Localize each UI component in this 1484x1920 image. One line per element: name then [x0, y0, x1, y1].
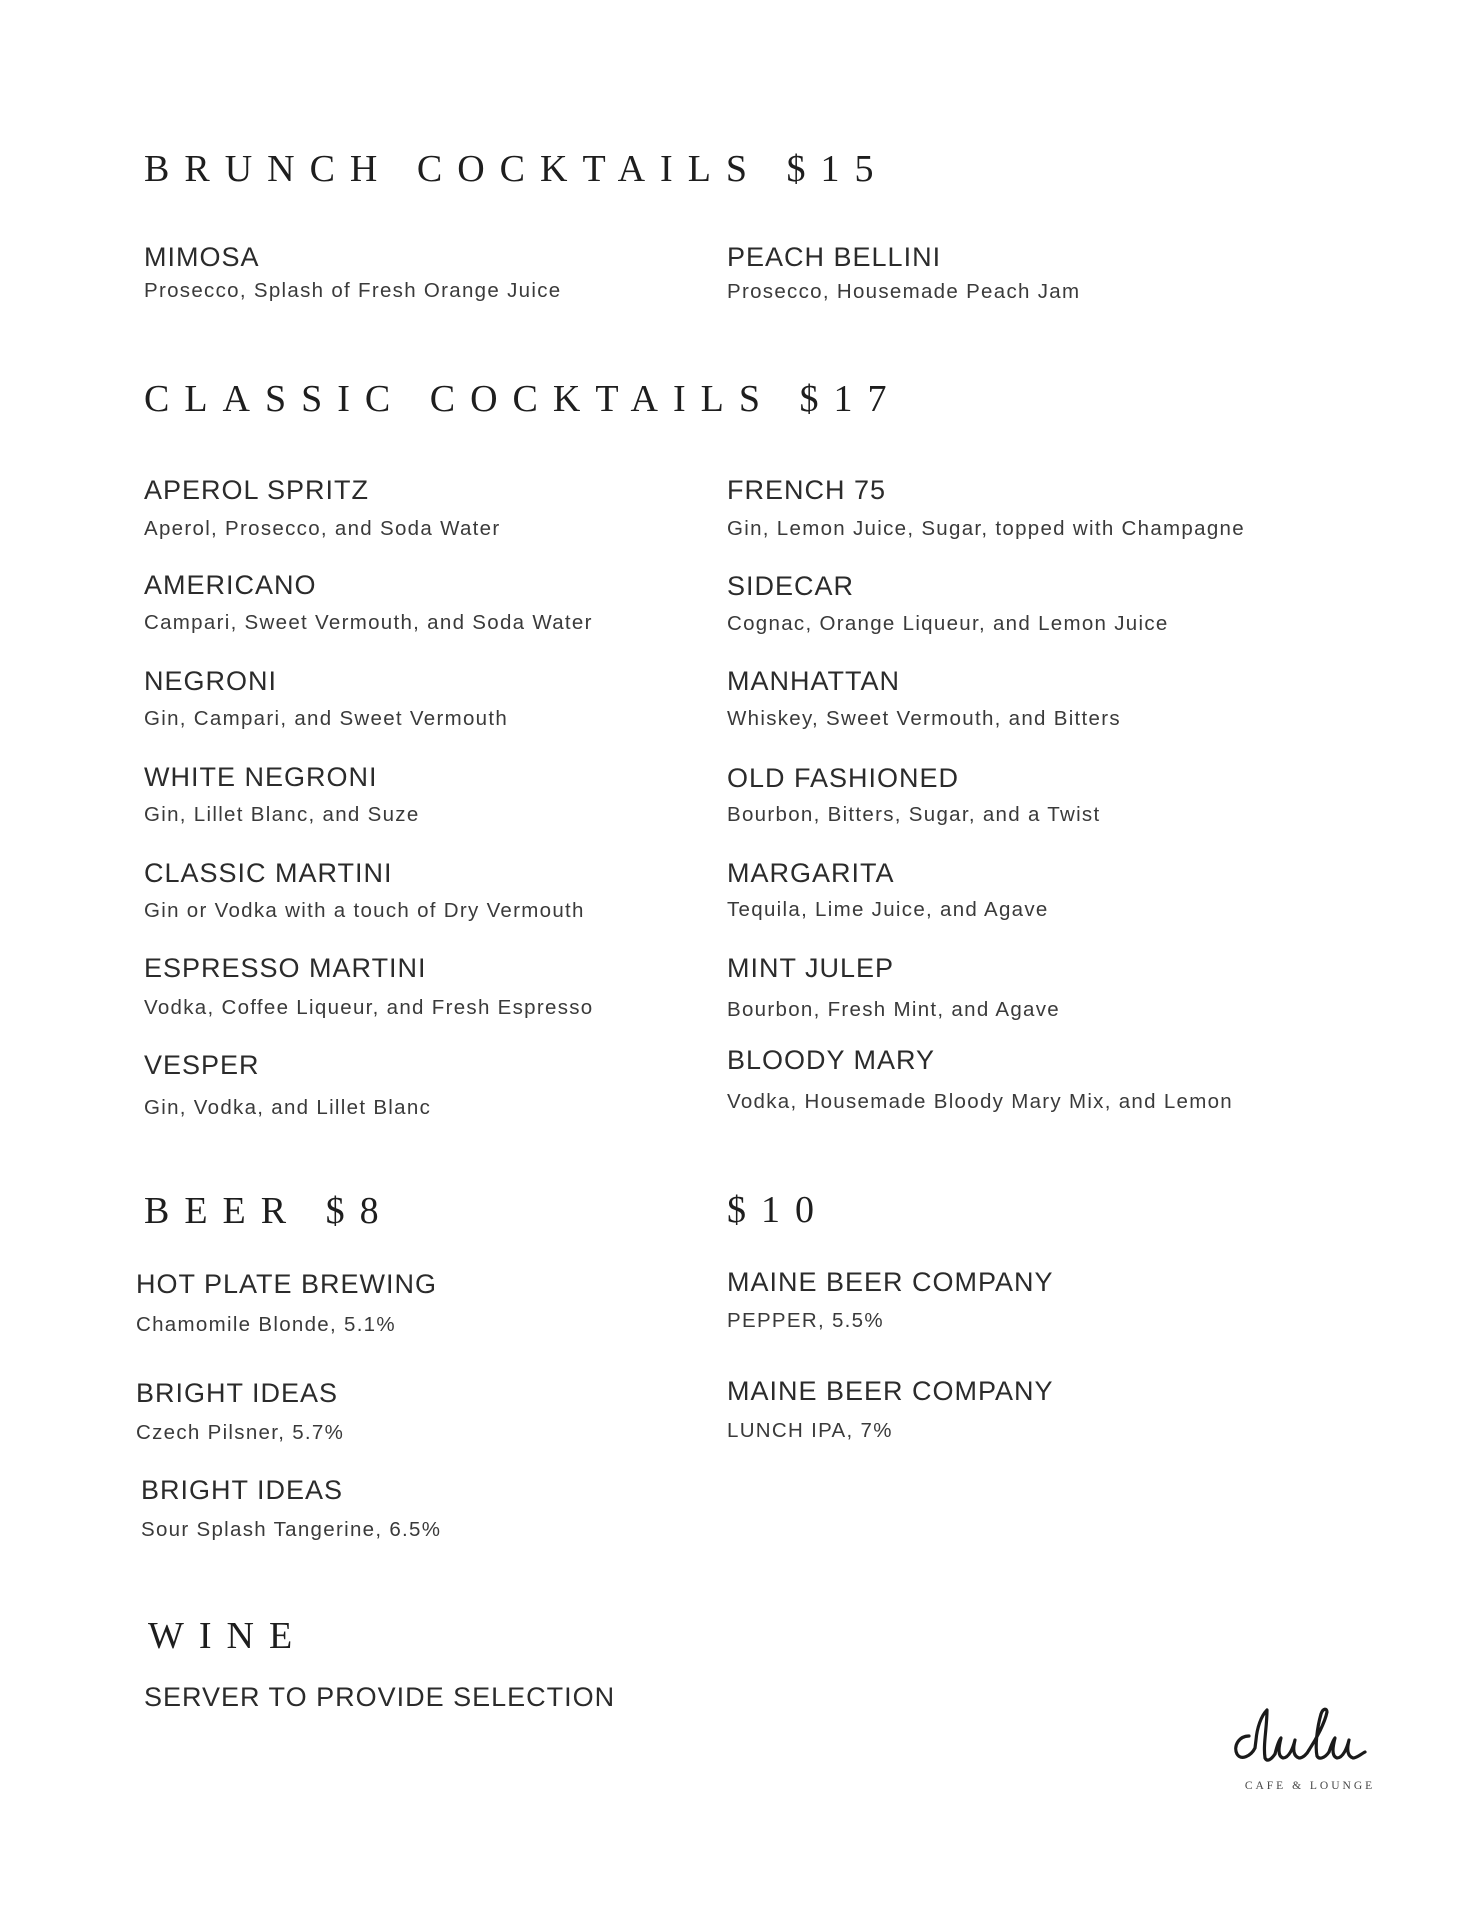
classic-heading: CLASSIC COCKTAILS $17	[144, 378, 902, 420]
menu-item-desc: PEPPER, 5.5%	[727, 1309, 884, 1332]
menu-item-desc: Aperol, Prosecco, and Soda Water	[144, 517, 501, 540]
menu-item-desc: Bourbon, Bitters, Sugar, and a Twist	[727, 803, 1101, 826]
beer-heading-price: $10	[727, 1189, 829, 1231]
menu-item-desc: Chamomile Blonde, 5.1%	[136, 1313, 396, 1336]
beer-heading: BEER $8	[144, 1190, 394, 1232]
wine-note: SERVER TO PROVIDE SELECTION	[144, 1682, 616, 1712]
menu-item-desc: Prosecco, Splash of Fresh Orange Juice	[144, 279, 562, 302]
menu-item-name: VESPER	[144, 1050, 260, 1080]
menu-item-name: MAINE BEER COMPANY	[727, 1267, 1054, 1297]
menu-item-desc: Czech Pilsner, 5.7%	[136, 1421, 345, 1444]
menu-item-name: APEROL SPRITZ	[144, 475, 370, 505]
menu-item-name: HOT PLATE BREWING	[136, 1269, 438, 1299]
menu-item-desc: LUNCH IPA, 7%	[727, 1419, 893, 1442]
menu-item-name: MAINE BEER COMPANY	[727, 1376, 1054, 1406]
menu-item-name: MARGARITA	[727, 858, 895, 888]
menu-item-name: CLASSIC MARTINI	[144, 858, 393, 888]
menu-item-name: WHITE NEGRONI	[144, 762, 378, 792]
menu-item-name: FRENCH 75	[727, 475, 887, 505]
menu-item-desc: Vodka, Housemade Bloody Mary Mix, and Lemon	[727, 1090, 1233, 1113]
wine-heading: WINE	[148, 1615, 308, 1657]
brand-logo	[1225, 1698, 1415, 1798]
menu-item-name: MINT JULEP	[727, 953, 895, 983]
menu-item-desc: Prosecco, Housemade Peach Jam	[727, 280, 1081, 303]
brunch-heading: BRUNCH COCKTAILS $15	[144, 148, 889, 190]
menu-item-desc: Gin, Vodka, and Lillet Blanc	[144, 1096, 432, 1119]
menu-item-name: MANHATTAN	[727, 666, 900, 696]
menu-item-desc: Vodka, Coffee Liqueur, and Fresh Espresso	[144, 996, 594, 1019]
menu-item-name: BRIGHT IDEAS	[136, 1378, 339, 1408]
menu-item-name: NEGRONI	[144, 666, 278, 696]
menu-item-desc: Sour Splash Tangerine, 6.5%	[141, 1518, 442, 1541]
menu-item-name: AMERICANO	[144, 570, 317, 600]
menu-item-desc: Gin, Lillet Blanc, and Suze	[144, 803, 420, 826]
menu-item-desc: Tequila, Lime Juice, and Agave	[727, 898, 1049, 921]
menu-item-desc: Cognac, Orange Liqueur, and Lemon Juice	[727, 612, 1169, 635]
menu-item-desc: Gin, Campari, and Sweet Vermouth	[144, 707, 509, 730]
menu-item-name: SIDECAR	[727, 571, 855, 601]
menu-item-desc: Gin or Vodka with a touch of Dry Vermouth	[144, 899, 585, 922]
dulu-wordmark	[1225, 1698, 1415, 1778]
menu-item-name: PEACH BELLINI	[727, 242, 942, 272]
menu-item-name: ESPRESSO MARTINI	[144, 953, 427, 983]
menu-item-name: BRIGHT IDEAS	[141, 1475, 344, 1505]
logo-subtitle: CAFE & LOUNGE	[1244, 1780, 1376, 1792]
menu-item-name: OLD FASHIONED	[727, 763, 960, 793]
menu-item-name: MIMOSA	[144, 242, 260, 272]
menu-item-desc: Bourbon, Fresh Mint, and Agave	[727, 998, 1061, 1021]
menu-item-desc: Whiskey, Sweet Vermouth, and Bitters	[727, 707, 1121, 730]
menu-item-desc: Gin, Lemon Juice, Sugar, topped with Champagne	[727, 517, 1245, 540]
menu-item-desc: Campari, Sweet Vermouth, and Soda Water	[144, 611, 593, 634]
menu-item-name: BLOODY MARY	[727, 1045, 936, 1075]
